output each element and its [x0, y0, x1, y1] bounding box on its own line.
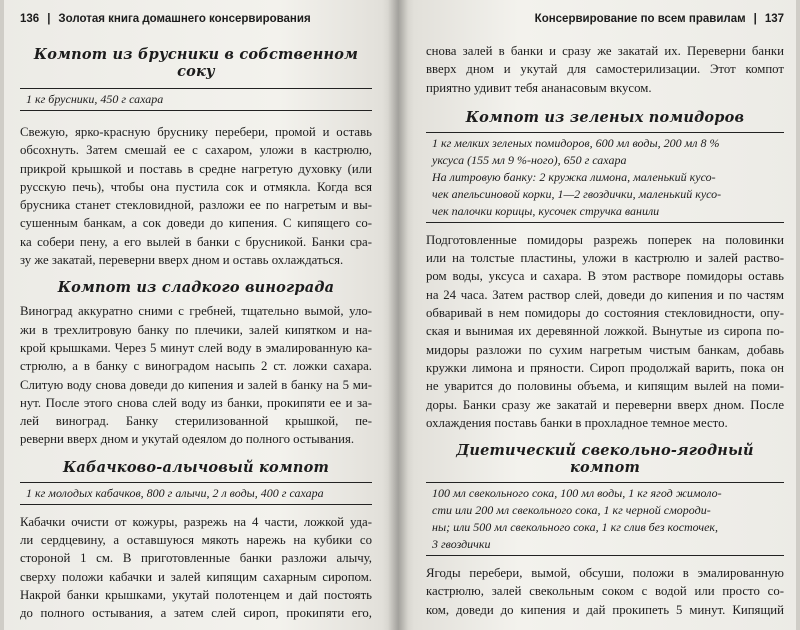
- body-line: обсохнуть. Затем смешай ее с сахаром, уложи в кастрюлю,: [20, 143, 372, 158]
- body-line: охлаждения поставь банки в прохладное темное место.: [426, 415, 728, 430]
- body-line: стрюлю, а в банку с виноградом насыпь 2 ст. ложки сахара.: [20, 359, 372, 374]
- body-line: не уварится до половины объема, и кипящим вылей на поми-: [426, 379, 784, 394]
- left-page: [0, 0, 398, 630]
- recipe-body: [20, 123, 372, 269]
- body-line: ка собери пену, а его вылей в банки с брусникой. Банки сра-: [20, 234, 372, 249]
- body-line: русскую печь), чтобы она пустила сок и отмякла. Когда вся: [20, 179, 372, 194]
- body-line: зу же закатай, переверни вверх дном и оставь охлаждаться.: [20, 253, 344, 268]
- body-line: Слитую воду снова доведи до кипения и залей в банку на 5 ми-: [20, 377, 372, 392]
- ingredients-line: 1 кг брусники, 450 г сахара: [26, 92, 164, 106]
- page-number: 137: [764, 13, 784, 25]
- body-line: Виноград аккуратно сними с гребней, тщательно вымой, уло-: [20, 304, 372, 319]
- body-line: Свежую, ярко-красную бруснику перебери, промой и оставь: [20, 125, 372, 139]
- body-line: ром воды, уксуса и сахара. В этом растворе помидоры оставь: [426, 269, 784, 284]
- body-line: вверх дном и укутай для самостерилизации. Этот компот: [426, 62, 784, 77]
- body-line: Накрой банки крышками, укутай полотенцем и дай постоять: [20, 587, 372, 602]
- body-line: сверху положи кабачки и залей кипящим сахарным сиропом.: [20, 569, 372, 584]
- recipe-title: Компот из зеленых помидоров: [465, 108, 745, 126]
- ingredients-line: 1 кг молодых кабачков, 800 г алычи, 2 л воды, 400 г сахара: [26, 485, 324, 500]
- ingredients-box: [426, 482, 784, 556]
- body-line: реверни вверх дном и укутай одеялом до полного остывания.: [20, 432, 355, 447]
- running-title: Консервирование по всем правилам: [534, 13, 746, 25]
- body-line: Кабачки очисти от кожуры, разрежь на 4 части, ложкой уда-: [20, 514, 372, 529]
- ingredients-line: На литровую банку: 2 кружка лимона, маленький кусо-: [432, 169, 716, 184]
- recipe-body: [20, 513, 372, 623]
- recipe-body: [426, 231, 784, 432]
- body-line: снова залей в банки и сразу же закатай их. Переверни банки: [426, 44, 784, 58]
- ingredients-line: ны; или 500 мл свекольного сока, 1 кг слив без косточек,: [432, 520, 719, 535]
- recipe-body: [20, 302, 372, 448]
- body-line: прикрой крышкой и поставь в средне нагретую духовку (или: [20, 161, 372, 176]
- body-line: или на толстые пластины, уложи в кастрюлю и залей раство-: [426, 251, 784, 266]
- body-line: Подготовленные помидоры разрежь поперек на половинки: [426, 232, 784, 247]
- recipe-body: [426, 564, 784, 619]
- body-line: доры. Банки сразу же закатай и переверни вверх дном. После: [426, 397, 784, 412]
- ingredients-box: [426, 132, 784, 223]
- body-line: мидоры разложи по сухим нагретым чистым банкам, добавь: [426, 342, 784, 357]
- ingredients-line: сти или 200 мл свекольного сока, 1 кг черной смороди-: [432, 503, 711, 518]
- ingredients-line: 3 гвоздички: [432, 537, 491, 552]
- recipe-title: Компот из брусники в собственном соку: [33, 46, 359, 80]
- body-line: стороной 1 см. В приготовленные банки разложи алычу,: [20, 551, 372, 566]
- recipe-title: Диетический свекольно-ягодный компот: [456, 442, 754, 477]
- body-line: кружки лимона и пряности. Сироп продолжай варить, пока он: [426, 360, 784, 375]
- body-line: жи в трехлитровую банку по плечики, залей кипятком и на-: [20, 322, 372, 337]
- right-page: [398, 0, 800, 630]
- body-line: до полного остывания, а затем слей сироп, прокипяти его,: [20, 606, 372, 621]
- header-separator: |: [753, 13, 757, 25]
- running-head: [426, 8, 784, 30]
- body-line: сушенным банкам, а сок доведи до кипения. С кипящего со-: [20, 216, 372, 231]
- recipe-title: Кабачково-алычовый компот: [62, 458, 329, 476]
- ingredients-line: 100 мл свекольного сока, 100 мл воды, 1 кг ягод жимоло-: [432, 486, 722, 501]
- body-line: обваривай в нем помидоры до состояния стекловидности, опу-: [426, 306, 784, 321]
- body-line: брусника станет стекловидной, разложи ее по нагретым и вы-: [20, 198, 372, 213]
- body-line: ли сердцевину, а оставшуюся мякоть нарежь на кубики со: [20, 533, 372, 548]
- running-title: Золотая книга домашнего консервирования: [58, 13, 311, 25]
- body-line: лей виноград. Банку стерилизованной крышкой, пе-: [20, 414, 372, 429]
- header-separator: |: [47, 13, 51, 25]
- ingredients-line: чек палочки корицы, кусочек стручка ванили: [432, 203, 660, 218]
- gutter-shadow: [388, 0, 398, 630]
- running-head: [20, 8, 372, 30]
- continuation-text: [426, 42, 784, 97]
- ingredients-box: [20, 88, 372, 111]
- body-line: на 24 часа. Затем раствор слей, доведи до кипения и по частям: [426, 287, 784, 302]
- gutter-shadow: [398, 0, 408, 630]
- body-line: приятно удивит тебя ананасовым вкусом.: [426, 80, 652, 95]
- body-line: кастрюлю, залей свекольным соком с водой или просто со-: [426, 584, 784, 599]
- body-line: ком, доведи до кипения и дай прокипеть 5 минут. Кипящий: [426, 602, 784, 617]
- recipe-title: Компот из сладкого винограда: [57, 279, 335, 297]
- page-number: 136: [20, 13, 40, 25]
- ingredients-line: уксуса (155 мл 9 %-ного), 650 г сахара: [432, 152, 627, 167]
- body-line: ская и вынимая их деревянной ложкой. Вынутые из сиропа по-: [426, 324, 784, 339]
- body-line: Ягоды перебери, вымой, обсуши, положи в эмалированную: [426, 566, 784, 581]
- ingredients-line: чек апельсиновой корки, 1—2 гвоздички, маленький кусо-: [432, 186, 722, 201]
- page-edge: [796, 0, 800, 630]
- ingredients-box: [20, 482, 372, 505]
- body-line: нут. После этого снова слей воду из банки, прокипяти ее и за-: [20, 395, 372, 410]
- ingredients-line: 1 кг мелких зеленых помидоров, 600 мл воды, 200 мл 8 %: [432, 135, 720, 150]
- body-line: крой крышками. Через 5 минут слей воду в эмалированную ка-: [20, 340, 372, 355]
- page-edge: [0, 0, 4, 630]
